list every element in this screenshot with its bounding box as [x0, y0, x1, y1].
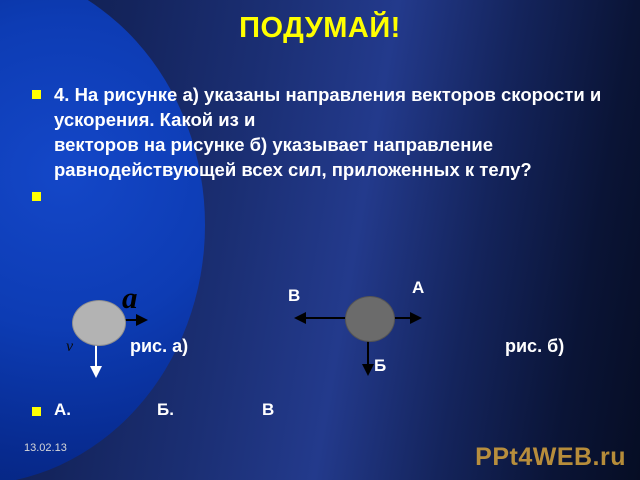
answers-row — [30, 400, 620, 420]
question-body — [30, 82, 620, 212]
body-circle-figure-b — [345, 296, 395, 342]
answer-option-b: Б. — [157, 400, 174, 419]
list-item — [30, 82, 620, 182]
arrow-label-v: В — [288, 286, 301, 305]
square-bullet-icon — [32, 192, 41, 201]
answer-options — [30, 400, 620, 420]
date-stamp: 13.02.13 — [24, 442, 67, 454]
arrow-label-a: А — [412, 278, 425, 297]
figure-caption-b: рис. б) — [505, 336, 565, 356]
acceleration-vector-label: a — [122, 280, 138, 315]
square-bullet-icon — [32, 407, 41, 416]
list-item-empty — [30, 184, 620, 212]
answer-option-v: В — [261, 400, 275, 419]
question-text-line-1: 4. На рисунке а) указаны направления векторов скорости и ускорения. Какой из и — [54, 84, 602, 130]
watermark: PPt4WEB.ru — [475, 443, 626, 471]
arrow-label-b: Б — [374, 356, 387, 375]
page-title: ПОДУМАЙ! — [239, 12, 401, 44]
square-bullet-icon — [32, 90, 41, 99]
question-text-line-2: векторов на рисунке б) указывает направление равнодействующей всех сил, приложенных к телу? — [54, 134, 532, 180]
answer-option-a: А. — [54, 400, 71, 419]
body-circle-figure-a — [72, 300, 126, 346]
velocity-vector-label: v — [66, 338, 74, 355]
figure-area — [0, 258, 640, 408]
figure-caption-a: рис. а) — [130, 336, 189, 356]
